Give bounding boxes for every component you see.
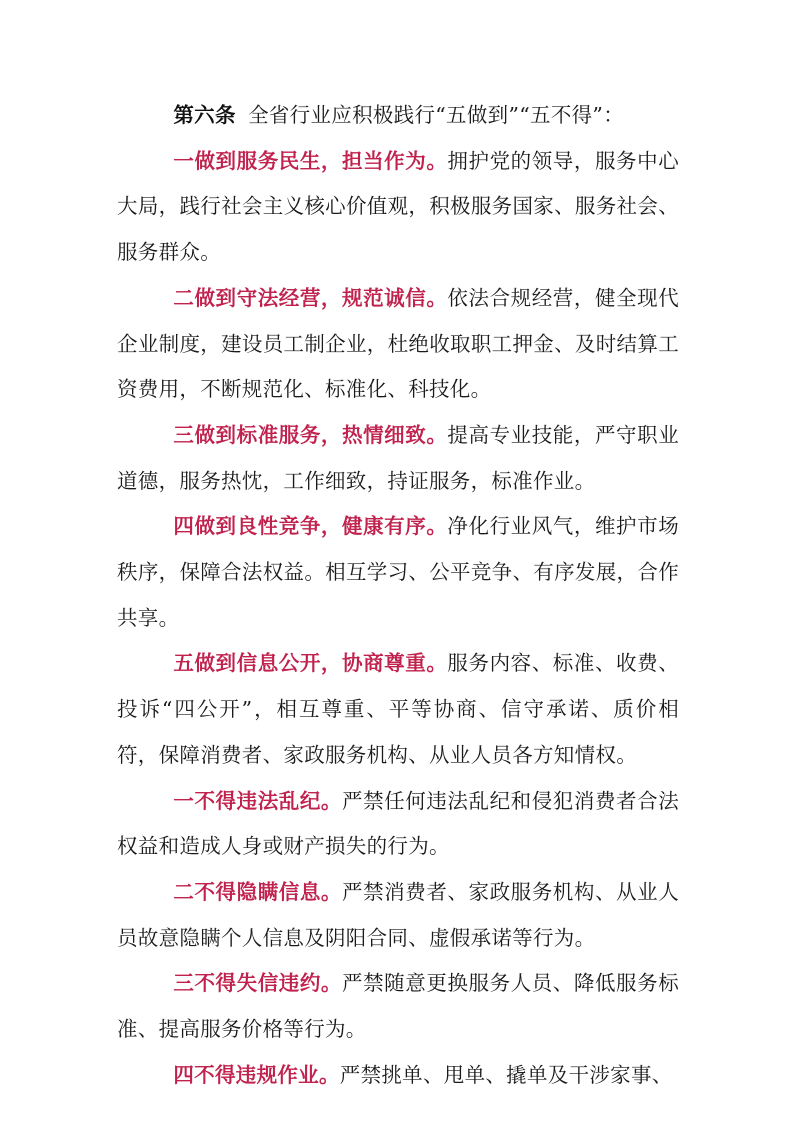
clause-heading: 二不得隐瞒信息。 [173,879,343,904]
clause-heading: 三不得失信违约。 [173,971,343,996]
clause-heading: 二做到守法经营，规范诚信。 [173,285,448,310]
clause-heading: 三做到标准服务，热情细致。 [173,422,448,447]
clause-item [117,641,679,778]
clause-heading: 四做到良性竞争，健康有序。 [173,514,448,539]
clause-body: 严禁任何违法乱纪和侵犯消费者合法权益和造成人身或财产损失的行为。 [117,788,679,859]
clause-item [117,276,679,413]
clause-body: 严禁消费者、家政服务机构、从业人员故意隐瞒个人信息及阴阳合同、虚假承诺等行为。 [117,879,679,950]
clause-heading: 一不得违法乱纪。 [173,788,343,813]
article-intro [117,93,679,139]
clause-heading: 四不得违规作业。 [173,1062,340,1087]
clause-item [117,779,679,870]
article-intro-text: 全省行业应积极践行“五做到”“五不得”： [248,103,624,127]
clause-body: 服务内容、标准、收费、投诉“四公开”，相互尊重、平等协商、信守承诺、质价相符，保障消费者、家政服务机构、从业人员各方知情权。 [117,651,679,767]
clause-body: 严禁挑单、甩单、撬单及干涉家事、 [339,1062,673,1087]
clause-item [117,961,679,1052]
clause-item [117,870,679,961]
clause-body: 拥护党的领导，服务中心大局，践行社会主义核心价值观，积极服务国家、服务社会、服务群众。 [117,148,679,265]
clause-item [117,1053,679,1099]
clause-body: 依法合规经营，健全现代企业制度，建设员工制企业，杜绝收取职工押金、及时结算工资费用，不断规范化、标准化、科技化。 [117,285,679,402]
clause-body: 提高专业技能，严守职业道德，服务热忱，工作细致，持证服务，标准作业。 [117,422,679,493]
clause-item [117,413,679,504]
clause-item [117,139,679,276]
clause-heading: 五做到信息公开，协商尊重。 [173,651,448,676]
clause-item [117,504,679,641]
clause-heading: 一做到服务民生，担当作为。 [173,148,448,173]
document-page [117,93,679,1098]
clause-body: 净化行业风气，维护市场秩序，保障合法权益。相互学习、公平竞争、有序发展，合作共享。 [117,514,679,630]
clause-body: 严禁随意更换服务人员、降低服务标准、提高服务价格等行为。 [117,971,679,1042]
article-number: 第六条 [173,103,236,127]
